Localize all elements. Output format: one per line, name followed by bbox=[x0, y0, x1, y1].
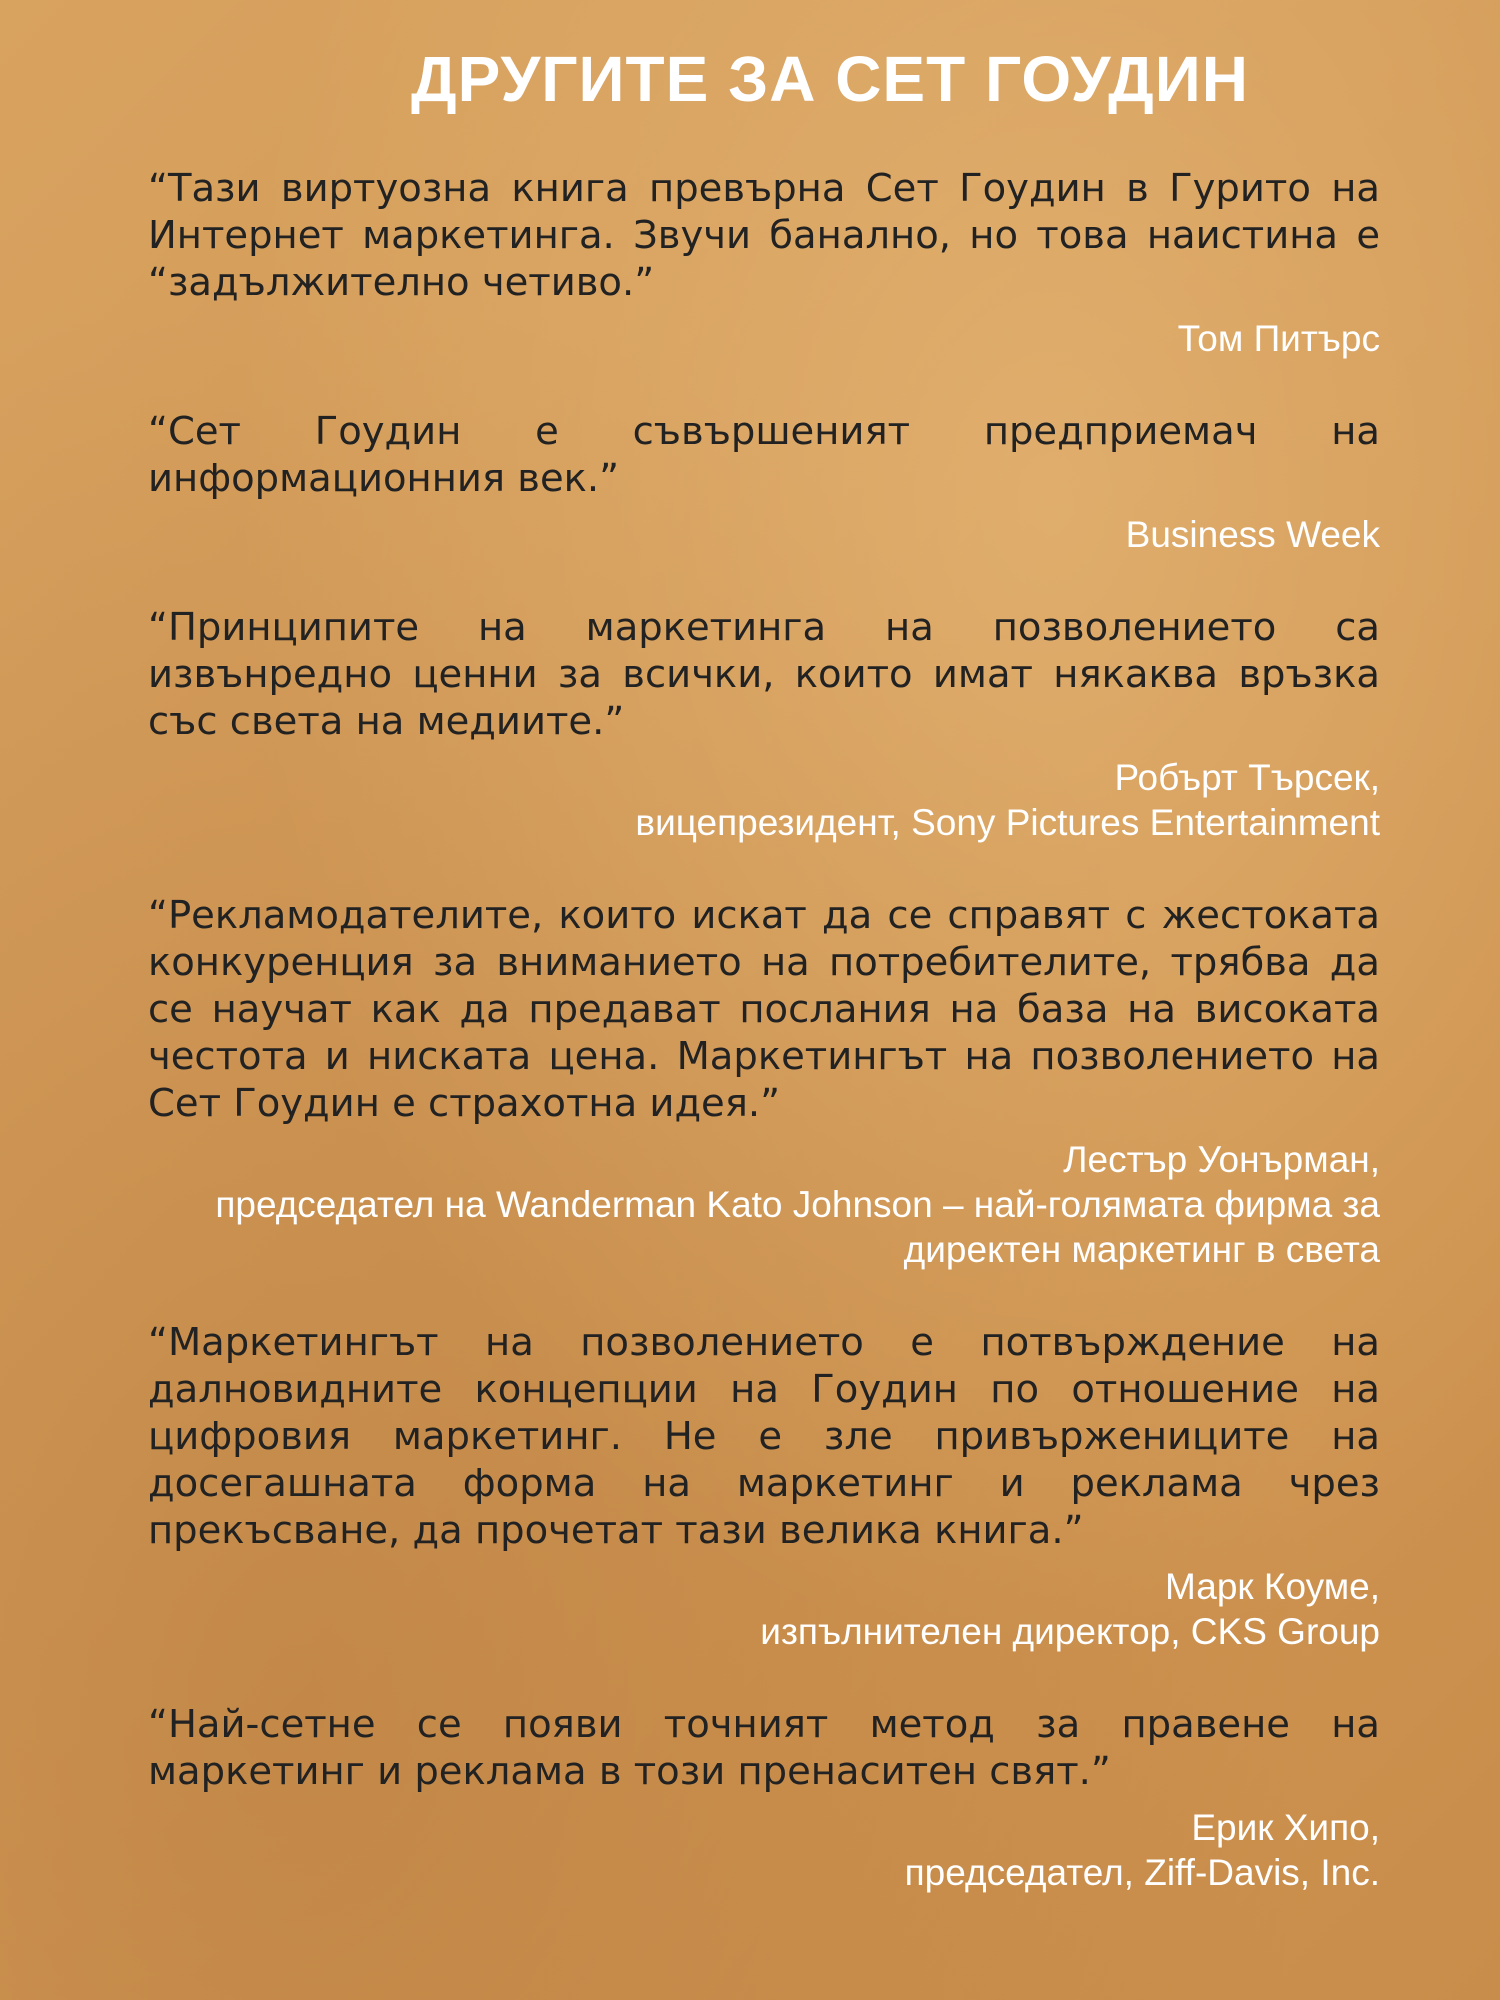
quote-author: Business Week bbox=[1125, 514, 1380, 555]
quote-text: “Маркетингът на позволението е потвърждение на далновидните концепции на Гоудин по отношение на цифровия маркетинг. Не е зле привържениците на досегашната форма на маркетинг и реклама чрез прекъсване, да прочетат тази велика книга.” bbox=[148, 1320, 1380, 1553]
quote-text: “Принципите на маркетинга на позволението са извънредно ценни за всички, които имат някаква връзка със света на медиите.” bbox=[148, 605, 1380, 744]
quote-block bbox=[148, 408, 1380, 557]
quote-text: “Сет Гоудин е съвършеният предприемач на информационния век.” bbox=[148, 409, 1380, 501]
quote-author-role: председател, Ziff-Davis, Inc. bbox=[904, 1852, 1380, 1893]
quote-block bbox=[148, 604, 1380, 845]
quote-block bbox=[148, 165, 1380, 361]
quote-attribution bbox=[148, 1564, 1380, 1654]
quote-author: Ерик Хипо, bbox=[1191, 1807, 1380, 1848]
quotes-list bbox=[148, 165, 1380, 1942]
quote-author-role: председател на Wanderman Kato Johnson – най-голямата фирма за директен маркетинг в света bbox=[215, 1184, 1380, 1270]
quote-author-role: изпълнителен директор, CKS Group bbox=[760, 1611, 1380, 1652]
quote-author: Лестър Уонърман, bbox=[1063, 1139, 1380, 1180]
quote-attribution bbox=[148, 1805, 1380, 1895]
quote-block bbox=[148, 1319, 1380, 1654]
quote-block bbox=[148, 892, 1380, 1272]
quote-author-role: вицепрезидент, Sony Pictures Entertainment bbox=[635, 802, 1380, 843]
quote-text: “Най-сетне се появи точният метод за правене на маркетинг и реклама в този пренаситен свят.” bbox=[148, 1702, 1380, 1794]
quote-author: Робърт Търсек, bbox=[1114, 757, 1380, 798]
quote-attribution bbox=[148, 755, 1380, 845]
quote-author: Марк Коуме, bbox=[1165, 1566, 1380, 1607]
quote-block bbox=[148, 1701, 1380, 1895]
quote-author: Том Питърс bbox=[1177, 318, 1380, 359]
page-title: ДРУГИТЕ ЗА СЕТ ГОУДИН bbox=[411, 43, 1249, 115]
quote-attribution bbox=[148, 512, 1380, 557]
quote-text: “Рекламодателите, които искат да се справят с жестоката конкуренция за вниманието на потребителите, трябва да се научат как да предават послания на база на високата честота и ниската цена. Маркетингът на позволението на Сет Гоудин е страхотна идея.” bbox=[148, 893, 1380, 1126]
quote-attribution bbox=[148, 1137, 1380, 1272]
quote-text: “Тази виртуозна книга превърна Сет Гоудин в Гурито на Интернет маркетинга. Звучи банално, но това наистина е “задължително четиво.” bbox=[148, 166, 1380, 305]
quote-attribution bbox=[148, 316, 1380, 361]
